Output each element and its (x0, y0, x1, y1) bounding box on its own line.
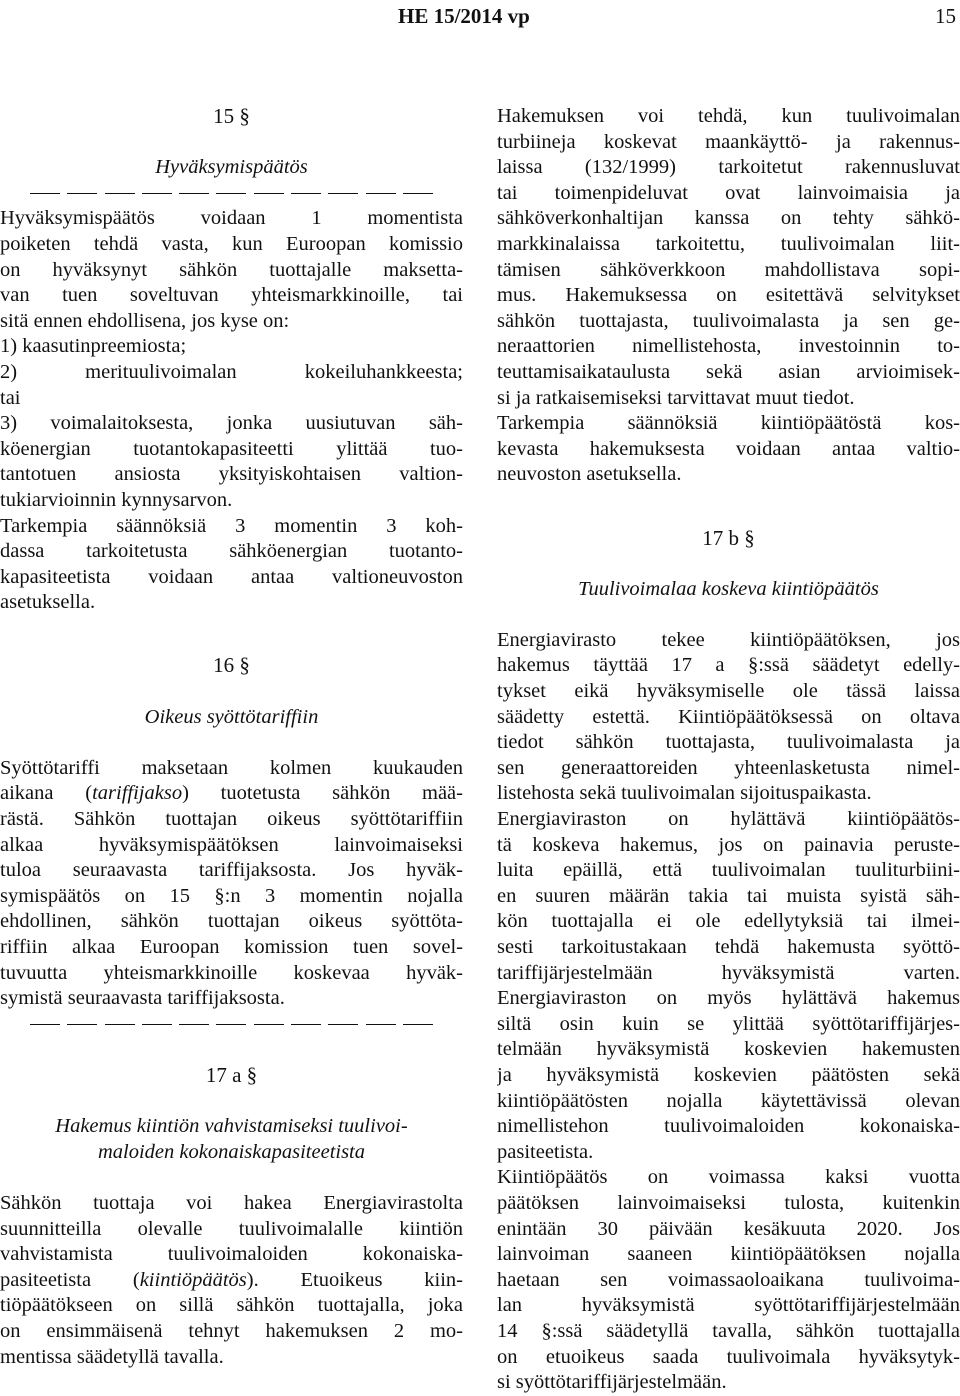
text-fragment: aikana ( (0, 782, 93, 805)
text-line: symistä seuraavasta tariffijaksosta. (0, 987, 285, 1010)
text-line: vahvistamista tuulivoimaloiden kokonaiska- (0, 1243, 463, 1266)
text-line: dassa tarkoitetusta sähköenergian tuotanto- (0, 540, 463, 563)
text-line: kapasiteetista voidaan antaa valtioneuvoston (0, 565, 463, 588)
text-line: Hyväksymispäätös voidaan 1 momentista (0, 207, 463, 230)
text-line: tiöpäätökseen on sillä sähkön tuottajalla, joka (0, 1294, 463, 1317)
spacer (497, 488, 960, 514)
text-line: tykset eikä hyväksymiselle ole tässä laissa (497, 680, 960, 703)
text-line: Energiaviraston on hylättävä kiintiöpäätös- (497, 808, 960, 831)
document-title: HE 15/2014 vp (398, 4, 530, 28)
text-line: telmään hyväksymistä koskevien hakemusten (497, 1038, 960, 1061)
text-line: 14 §:ssä säädetyllä tavalla, sähkön tuottajalla (497, 1319, 960, 1342)
spacer (497, 551, 960, 577)
spacer (0, 1037, 463, 1063)
text-line: si ja ratkaisemiseksi tarvittavat muut tiedot. (497, 386, 855, 409)
text-line: sähköverkonhaltijan kanssa on tehty sähkö- (497, 207, 960, 230)
text-line: Syöttötariffi maksetaan kolmen kuukauden (0, 756, 463, 779)
text-line: Energiaviraston on myös hylättävä hakemus (497, 987, 960, 1010)
text-line: asetuksella. (0, 591, 96, 614)
text-line: tai (0, 386, 21, 409)
text-line: enintään 30 päivään kesäkuuta 2020. Jos (497, 1217, 960, 1240)
text-line: tuvuutta yhteismarkkinoille koskevaa hyväk- (0, 961, 463, 984)
section-16-heading: Oikeus syöttötariffiin (144, 705, 319, 728)
text-line: sähkön tuottajasta, tuulivoimalasta ja sen ge- (497, 309, 960, 332)
section-17a-heading-line: maloiden kokonaiskapasiteetista (97, 1140, 366, 1163)
section-17b-paragraph-2 (497, 807, 960, 1165)
separator-dashes (0, 1012, 463, 1038)
text-line: tiedot sähkön tuottajasta, tuulivoimalasta ja (497, 731, 960, 754)
section-15-number: 15 § (213, 104, 250, 128)
section-17b-paragraph-1 (497, 628, 960, 807)
text-line: haetaan sen voimassaoloaikana tuulivoima- (497, 1268, 960, 1291)
text-line: Hakemuksen voi tehdä, kun tuulivoimalan (497, 105, 960, 127)
text-line: nimellistehon tuulivoimaloiden kokonaiska- (497, 1115, 960, 1138)
text-line: tariffijärjestelmään hyväksymistä varten. (497, 961, 960, 984)
spacer (0, 641, 463, 653)
text-line: siltä osin kuin se ylittää syöttötariffijärjes- (497, 1012, 960, 1035)
right-column (497, 104, 960, 1396)
text-line: turbiineja koskevat maankäyttö- ja rakennus- (497, 130, 960, 153)
text-line: kön tuottajalla ei ole edellytyksiä tai ilmei- (497, 910, 960, 933)
text-line: en suuren määrän takia tai muista syistä säh- (497, 884, 960, 907)
text-line: teuttamisaikataulusta sekä asian arvioimisek- (497, 360, 960, 383)
text-line: Sähkön tuottaja voi hakea Energiavirastolta (0, 1191, 463, 1214)
section-15-paragraph-2 (0, 514, 463, 616)
text-line: säädetty estettä. Kiintiöpäätöksessä on oltava (497, 705, 960, 728)
text-line: mentissa säädetyllä tavalla. (0, 1345, 224, 1368)
text-line: 1) kaasutinpreemiosta; (0, 335, 187, 358)
text-line: kiintiöpäätösten nojalla käytettävissä olevan (497, 1089, 960, 1112)
text-line: ehdollinen, sähkön tuottajan oikeus syöttöta- (0, 910, 463, 933)
text-line: hakemus täyttää 17 a §:ssä säädetyt edelly- (497, 654, 960, 677)
text-line: tukiarvioinnin kynnysarvon. (0, 488, 233, 511)
section-17a-paragraph-1 (0, 1191, 463, 1370)
page-number: 15 (935, 4, 956, 28)
section-16-paragraph-1 (0, 756, 463, 1012)
spacer (0, 1089, 463, 1115)
text-line: köenergian tuotantokapasiteetti ylittää tuo- (0, 437, 463, 460)
section-17a-number: 17 a § (205, 1062, 258, 1087)
left-column (0, 104, 463, 1370)
text-line: van tuen soveltuvan yhteismarkkinoille, tai (0, 284, 463, 307)
text-line: lainvoiman saaneen kiintiöpäätöksen nojalla (497, 1243, 960, 1266)
spacer (0, 130, 463, 156)
text-fragment: ) tuotetusta sähkön mää- (182, 782, 463, 805)
text-line: Energiavirasto tekee kiintiöpäätöksen, jos (497, 628, 960, 651)
text-line: on etuoikeus saada tuulivoimala hyväksytyk- (497, 1345, 960, 1368)
text-line: poiketen tehdä vasta, kun Euroopan komissio (0, 232, 463, 255)
text-line: tantotuen ansiosta yksityiskohtaisen valtion- (0, 463, 463, 486)
text-line: alkaa hyväksymispäätöksen lainvoimaiseksi (0, 833, 463, 856)
text-line: laissa (132/1999) tarkoitetut rakennusluvat (497, 156, 960, 179)
text-line: neraattorien nimellistehosta, investoinnin to- (497, 335, 960, 358)
section-17a-paragraph-3 (497, 411, 960, 488)
text-line: neuvoston asetuksella. (497, 463, 682, 486)
text-line-mixed (0, 1268, 463, 1294)
text-line: luita epäillä, että tuulivoimalan tuuliturbiini- (497, 859, 960, 882)
text-fragment: pasiteetista ( (0, 1268, 140, 1291)
text-line: suunnitteilla olevalle tuulivoimalalle kiintiön (0, 1217, 463, 1240)
text-line: on hyväksynyt sähkön tuottajalle maksetta- (0, 258, 463, 281)
text-line: Tarkempia säännöksiä 3 momentin 3 koh- (0, 514, 463, 537)
text-line: 3) voimalaitoksesta, jonka uusiutuvan säh- (0, 412, 463, 435)
text-line: rästä. Sähkön tuottajan oikeus syöttötariffiin (0, 808, 463, 831)
text-line: tuloa seuraavasta tariffijaksosta. Jos hyväk- (0, 859, 463, 882)
emphasis-term: kiintiöpäätös (139, 1268, 247, 1291)
section-17a-paragraph-2 (497, 104, 960, 411)
text-line: on ensimmäisenä tehnyt hakemuksen 2 mo- (0, 1319, 463, 1342)
spacer (0, 679, 463, 705)
spacer (0, 616, 463, 642)
text-line-mixed (0, 781, 463, 807)
text-line: kevasta hakemuksesta voidaan antaa valtio- (497, 437, 960, 460)
section-17b-number: 17 b § (702, 525, 755, 550)
section-16-number: 16 § (213, 653, 250, 678)
section-17b-paragraph-3 (497, 1165, 960, 1395)
section-15-heading: Hyväksymispäätös (155, 156, 308, 179)
page-header (0, 0, 960, 36)
text-line: ja hyväksymistä koskevien päätösten sekä (497, 1063, 960, 1086)
text-line: tämisen sähköverkkoon mahdollistava sopi- (497, 258, 960, 281)
text-line: Kiintiöpäätös on voimassa kaksi vuotta (497, 1166, 960, 1189)
section-17a-heading-line: Hakemus kiintiön vahvistamiseksi tuulivoi- (55, 1115, 408, 1138)
text-line: si syöttötariffijärjestelmään. (497, 1371, 727, 1394)
spacer (0, 730, 463, 756)
text-line: listehosta sekä tuulivoimalan sijoituspaikasta. (497, 782, 872, 805)
text-line: päätöksen lainvoimaiseksi tulosta, kuitenkin (497, 1191, 960, 1214)
section-17b-heading: Tuulivoimalaa koskeva kiintiöpäätös (578, 577, 879, 600)
spacer (497, 514, 960, 526)
text-line: mus. Hakemuksessa on esitettävä selvitykset (497, 284, 960, 307)
emphasis-term: tariffijakso (92, 782, 183, 805)
text-line: pasiteetista. (497, 1140, 594, 1163)
text-line: sesti tarkoitustakaan tehdä hakemusta syöttö- (497, 936, 960, 958)
text-line: sen generaattoreiden yhteenlasketusta nimel- (497, 756, 960, 779)
text-line: lan hyväksymistä syöttötariffijärjestelmään (497, 1294, 960, 1317)
section-15-paragraph-1 (0, 206, 463, 513)
text-line: markkinalaissa tarkoitettu, tuulivoimalan liit- (497, 232, 960, 255)
spacer (0, 1165, 463, 1191)
separator-dashes (0, 181, 463, 207)
text-line: Tarkempia säännöksiä kiintiöpäätöstä kos- (497, 412, 960, 435)
spacer (497, 602, 960, 628)
text-line: tä koskeva hakemus, jos on painavia peruste- (497, 833, 960, 856)
text-fragment: ). Etuoikeus kiin- (246, 1268, 463, 1291)
text-line: riffiin alkaa Euroopan komission tuen sovel- (0, 936, 463, 958)
text-line: sitä ennen ehdollisena, jos kyse on: (0, 309, 290, 332)
text-line: 2) merituulivoimalan kokeiluhankkeesta; (0, 360, 463, 383)
text-line: symispäätös on 15 §:n 3 momentin nojalla (0, 884, 463, 907)
text-line: tai toimenpideluvat ovat lainvoimaisia ja (497, 181, 960, 204)
